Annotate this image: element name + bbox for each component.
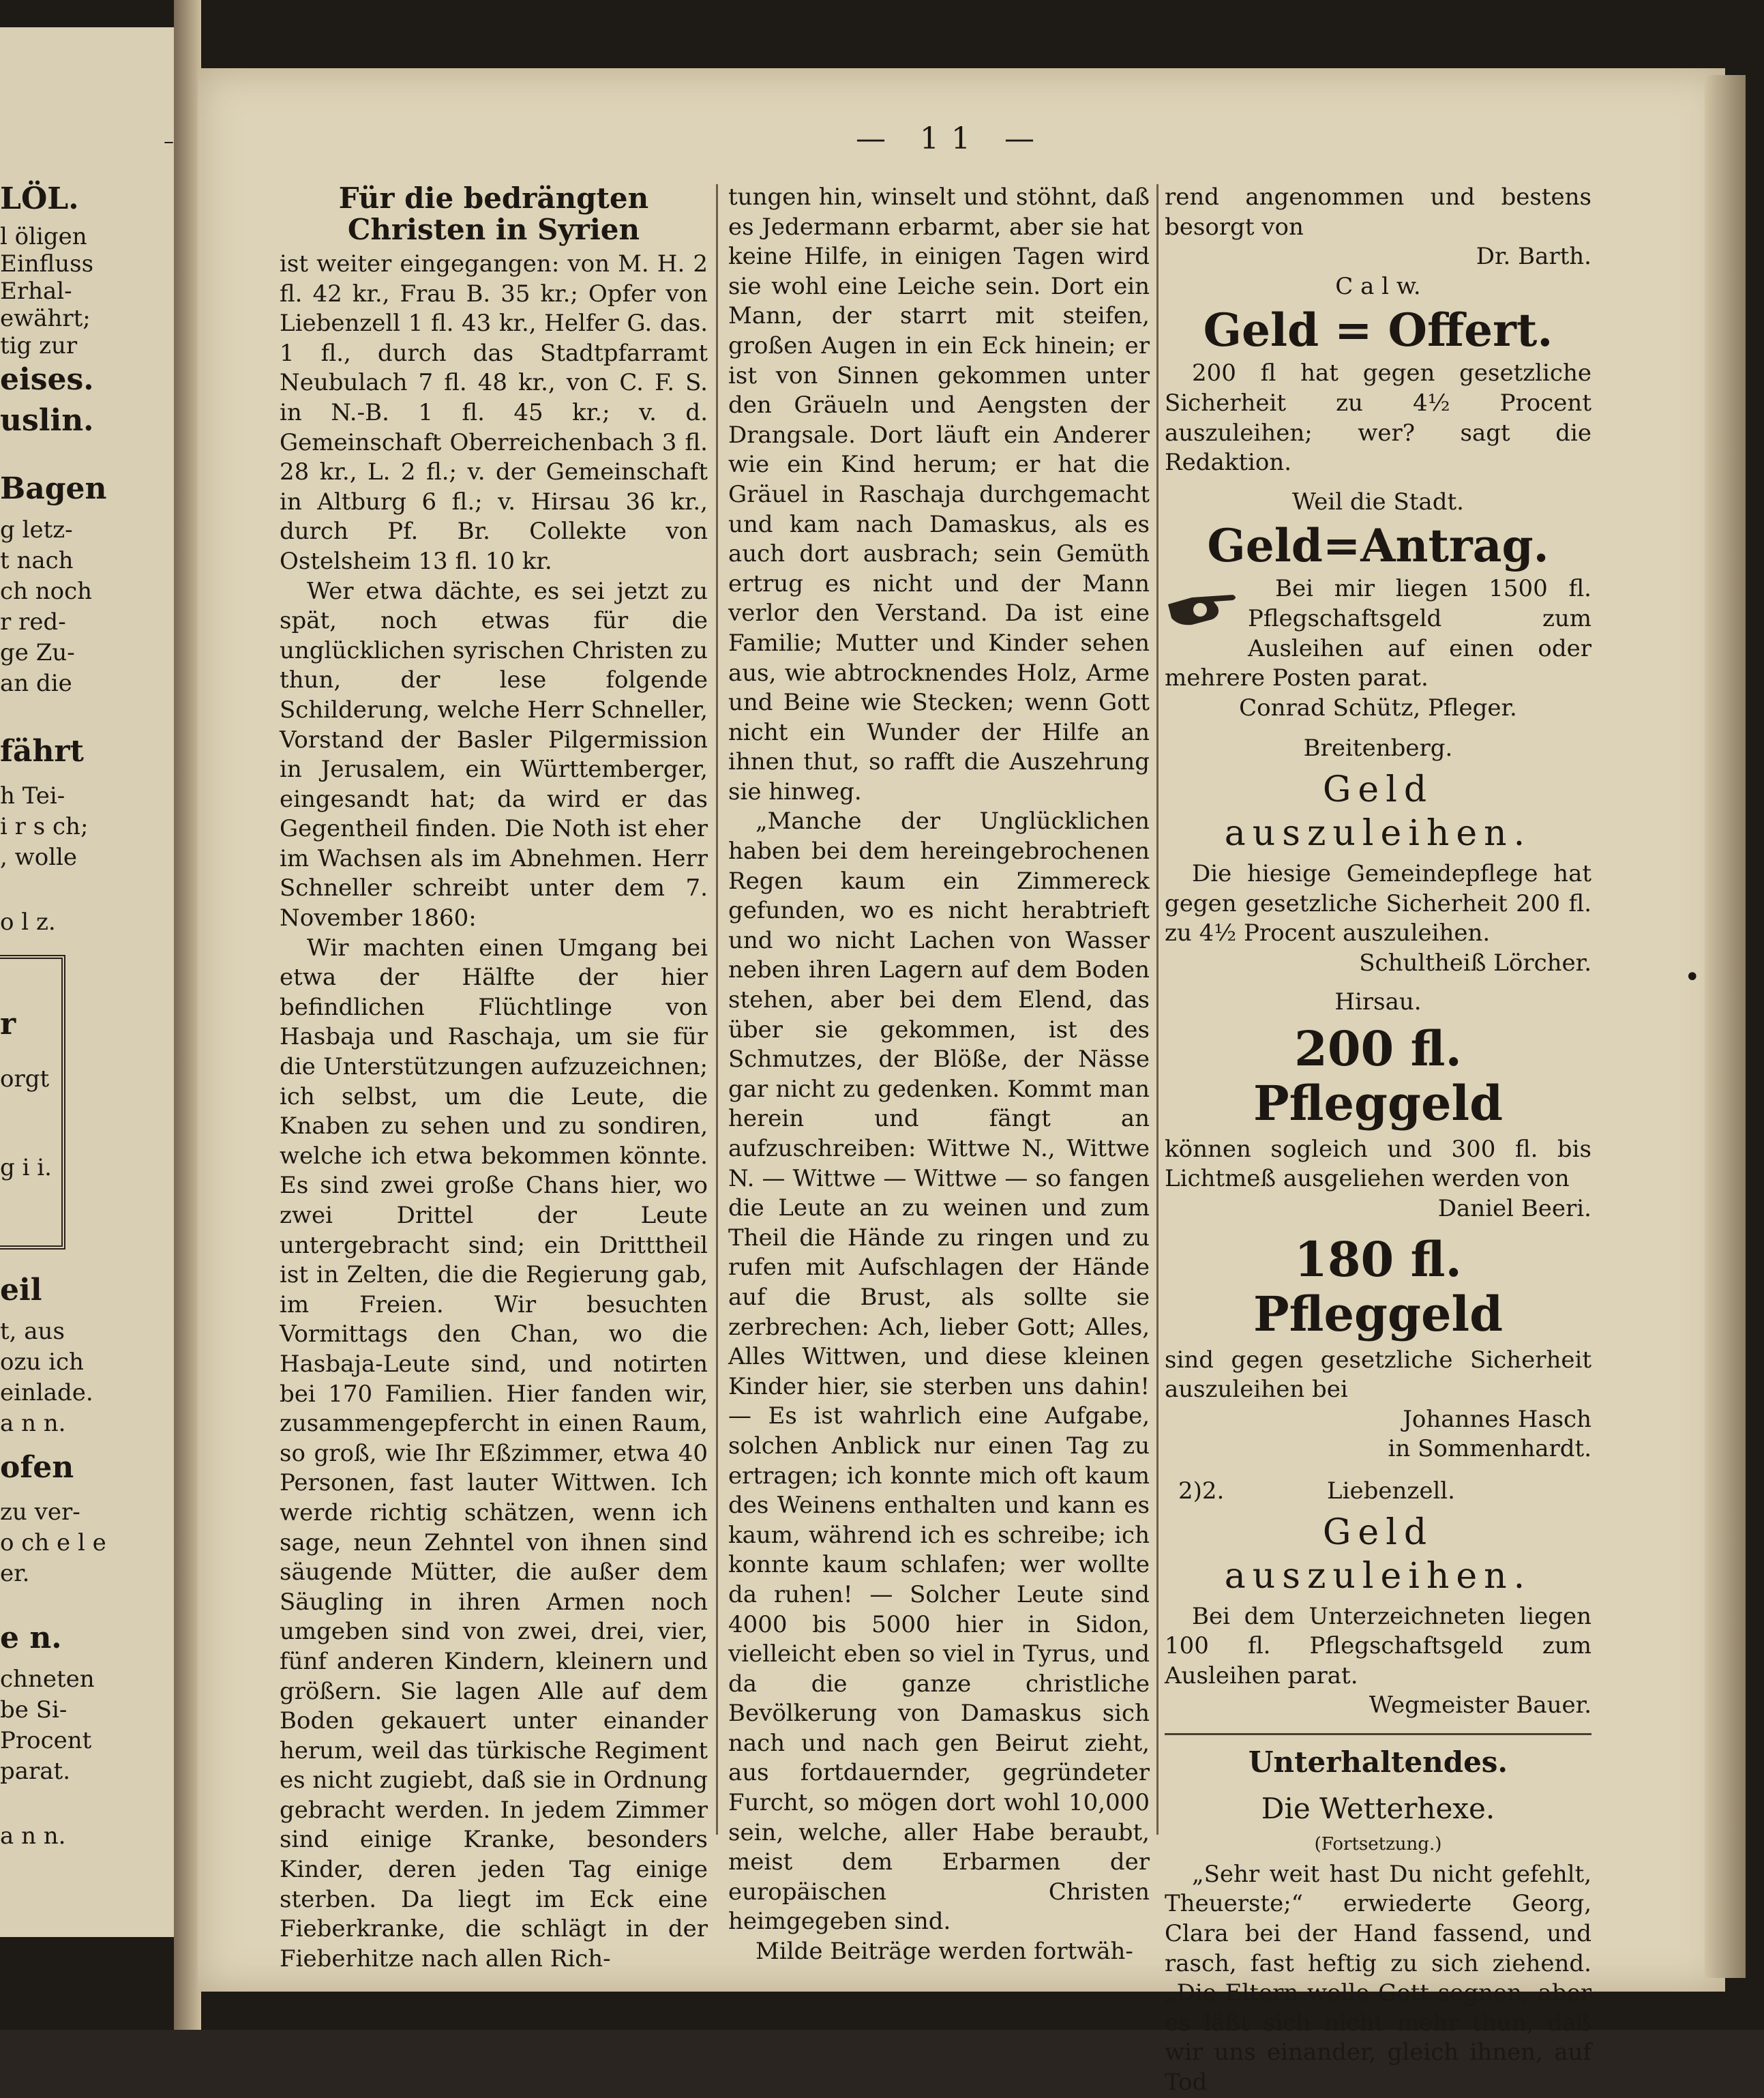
ad-number: 2)2. [1178,1477,1225,1505]
left-fragment-line: t, aus [0,1318,65,1345]
ad-text: Bei dem Unterzeichneten liegen 100 fl. Pflegschaftsgeld zum Ausleihen parat. [1165,1602,1591,1689]
left-fragment-line: h Tei- [0,782,65,810]
ad-title: Geld auszuleihen. [1224,1511,1532,1597]
article-paragraph: rend angenommen und bestens besorgt von [1165,183,1591,241]
signature: Johannes Hasch [1403,1405,1591,1433]
signature: Daniel Beeri. [1437,1195,1591,1223]
section-divider [1165,1733,1591,1735]
left-fragment-line: r red- [0,608,66,636]
signature: in Sommenhardt. [1388,1435,1591,1463]
signature: Conrad Schütz, Pfleger. [1239,694,1517,722]
book-gutter [174,0,201,2030]
left-ornament-border [0,955,65,1250]
article-paragraph: tungen hin, winselt und stöhnt, daß es Jedermann erbarmt, aber sie hat keine Hilfe, in einigen Tagen wird sie wohl eine Leiche sein. Dort ein Mann, der starrt mit steifen, großen Augen in ein Eck hinein; er ist von Sinnen gekommen unter den Gräueln und Aengsten der Drangsale. Dort läuft ein Anderer wie ein Kind herum; er hat die Gräuel in Raschaja durchgemacht und kam nach Damaskus, als es auch dort ausbrach; sein Gemüth ertrug es nicht und der Mann verlor den Verstand. Da ist eine Familie; Mutter und Kinder sehen aus, wie abtrocknendes Holz, Arme und Beine wie Stecken; wenn Gott nicht ein Wunder der Hilfe an ihnen thut, so rafft die Auszehrung sie hinweg. [728,183,1150,806]
left-fragment-line: einlade. [0,1379,93,1406]
article-heading: Für die bedrängten Christen in Syrien [338,181,649,246]
ad-text: können sogleich und 300 fl. bis Lichtmeß ausgeliehen werden von [1165,1135,1591,1193]
left-fragment-line: tig zur [0,332,78,359]
margin-mark: – [164,130,174,153]
signature: Wegmeister Bauer. [1369,1691,1591,1719]
article-paragraph: „Manche der Unglücklichen haben bei dem hereingebrochenen Regen kaum ein Zimmereck gefunden, wo es nicht herabtrieft und wo nicht Lachen von Wasser neben ihren Lagern auf dem Boden stehen, aber bei dem Elend, das über sie gekommen, ist des Schmutzes, der Blöße, der Nässe gar nicht zu gedenken. Kommt man herein und fängt an aufzuschreiben: Wittwe N., Wittwe N. — Wittwe — Wittwe — so fangen die Leute an zu weinen und zum Theil die Hände zu ringen und zu rufen mit Aufschlagen der Hände auf die Brust, als sollte sie zerbrechen: Ach, lieber Gott; Alles, Alles Wittwen, und diese kleinen Kinder hier, sie sterben uns dahin! — Es ist wahrlich eine Aufgabe, solchen Anblick nur einen Tag zu ertragen; ich konnte mich oft kaum des Weinens enthalten und kann es kaum, während ich es schreibe; ich konnte kaum schlafen; wer wollte da ruhen! — Solcher Leute sind 4000 bis 5000 hier in Sidon, vielleicht eben so viel in Tyrus, und da die ganze christliche Bevölkerung von Damaskus sich nach und nach gen Beirut zieht, aus fortdauernder, gegründeter Furcht, so mögen dort wohl 10,000 sein, welche, aller Habe beraubt, meist dem Erbarmen der europäischen Christen heimgegeben sind. [728,808,1150,1936]
margin-dot: • [1684,962,1701,993]
ad-header-row [1165,1477,1591,1507]
ad-title: 180 fl. Pfleggeld [1253,1230,1504,1342]
ad-place: Weil die Stadt. [1292,488,1464,516]
left-fragment-line: an die [0,670,72,697]
left-fragment-line: LÖL. [0,181,79,216]
article-paragraph: ist weiter eingegangen: von M. H. 2 fl. 42 kr., Frau B. 35 kr.; Opfer von Liebenzell 1 fl. 43 kr., Helfer G. das. 1 fl., durch das Stadtpfarramt Neubulach 7 fl. 48 kr., von C. F. S. in N.-B. 1 fl. 45 kr.; v. d. Gemeinschaft Oberreichenbach 3 fl. 28 kr., L. 2 fl.; v. der Gemeinschaft in Altburg 6 fl.; v. Hirsau 36 kr., durch Pf. Br. Collekte von Ostelsheim 13 fl. 10 kr. [280,250,708,575]
article-paragraph: Wir machten einen Umgang bei etwa der Hälfte der hier befindlichen Flüchtlinge von Hasbaja und Raschaja, um sie für die Unterstützungen aufzuzeichnen; ich selbst, um die Leute, die Knaben zu sehen und zu sondiren, welche ich etwa bekommen könnte. Es sind zwei große Chans hier, wo zwei Drittel der Leute untergebracht sind; ein Dritttheil ist in Zelten, die die Regierung gab, im Freien. Wir besuchten Vormittags den Chan, wo die Hasbaja-Leute sind, und notirten bei 170 Familien. Hier fanden wir, zusammengepfercht in einen Raum, so groß, wie Ihr Eßzimmer, etwa 40 Personen, fast lauter Wittwen. Ich werde richtig schätzen, wenn ich sage, neun Zehntel von ihnen sind säugende Mütter, die außer dem Säugling in ihren Armen noch umgeben sind von zwei, drei, vier, fünf anderen Kindern, kleinern und größern. Sie lagen Alle auf dem Boden gekauert unter einander herum, weil das türkische Regiment es nicht zugiebt, daß sie in Ordnung gebracht werden. In jedem Zimmer sind einige Kranke, besonders Kinder, deren jeden Tag einige sterben. Da liegt im Eck eine Fieberkranke, die schlägt in der Fieberhitze nach allen Rich- [280,934,708,1973]
left-fragment-line: parat. [0,1758,71,1785]
left-fragment-line: ofen [0,1450,74,1485]
ad-place: Hirsau. [1334,988,1422,1016]
page-edge [1705,75,1746,1978]
column-rule [1156,184,1158,1835]
page-number: — 11 — [856,121,1047,156]
left-fragment-line: fährt [0,734,84,769]
left-fragment-line: chneten [0,1666,95,1693]
left-fragment-line: o ch e l e [0,1529,106,1556]
ad-title: Geld = Offert. [1203,304,1553,357]
left-fragment-line: Erhal- [0,278,72,305]
ad-place: Liebenzell. [1327,1477,1455,1505]
signature: Dr. Barth. [1476,243,1591,271]
left-fragment-line: ge Zu- [0,639,75,666]
ad-place: Breitenberg. [1303,735,1453,763]
column-3 [1165,183,1591,2098]
column-2 [728,183,1150,1967]
ad-text: Die hiesige Gemeindepflege hat gegen gesetzliche Sicherheit 200 fl. zu 4½ Procent auszuleihen. [1165,859,1591,947]
left-fragment-line: er. [0,1560,30,1587]
ad-title: Geld auszuleihen. [1224,769,1532,854]
left-fragment-line: Bagen [0,471,107,506]
left-fragment-line: o l z. [0,908,56,936]
left-fragment-line: Procent [0,1727,92,1754]
left-fragment-line: orgt [0,1065,50,1093]
left-fragment-line: a n n. [0,1822,66,1850]
left-fragment-line: i r s ch; [0,813,89,840]
left-fragment-line: r [0,1007,16,1041]
left-fragment-line: ewährt; [0,305,91,332]
section-title: Unterhaltendes. [1248,1745,1508,1779]
story-subtitle: (Fortsetzung.) [1314,1834,1442,1855]
ad-text: 200 fl hat gegen gesetzliche Sicherheit zu 4½ Procent auszuleihen; wer? sagt die Redaktion. [1165,359,1591,477]
left-fragment-line: ch noch [0,578,93,605]
article-paragraph: Milde Beiträge werden fortwäh- [756,1938,1133,1966]
story-paragraph: „Sehr weit hast Du nicht gefehlt, Theuerste;“ erwiederte Georg, Clara bei der Hand fassend, und rasch, fast heftig zu sich ziehend. „Die Eltern wolle Gott segnen, aber es läßt sich nicht mehr thun, daß wir uns einander, gleich ihnen, auf Tod [1165,1860,1591,2096]
column-1 [280,183,708,1974]
ad-title: Geld=Antrag. [1207,519,1549,573]
left-fragment-line: zu ver- [0,1498,80,1526]
left-fragment-line: eises. [0,362,94,397]
column-rule [716,184,718,1835]
article-paragraph: Wer etwa dächte, es sei jetzt zu spät, noch etwas für die unglücklichen syrischen Christen zu thun, der lese folgende Schilderung, welche Herr Schneller, Vorstand der Basler Pilgermission in Jerusalem, ein Württemberger, eingesandt hat; da wird er das Gegentheil finden. Die Noth ist eher im Wachsen als im Abnehmen. Herr Schneller schreibt unter dem 7. November 1860: [280,577,708,932]
pointing-hand-icon [1165,577,1240,638]
ad-text: Bei mir liegen 1500 fl. Pflegschaftsgeld zum Ausleihen auf einen oder mehrere Posten parat. [1165,575,1591,692]
left-fragment-line: a n n. [0,1410,66,1437]
ad-title: 200 fl. Pfleggeld [1253,1020,1504,1132]
left-fragment-line: Einfluss [0,250,94,278]
left-fragment-line: , wolle [0,844,78,871]
left-fragment-line: be Si- [0,1696,68,1724]
left-fragment-line: g i i. [0,1154,52,1181]
left-fragment-line: ozu ich [0,1348,84,1376]
left-fragment-line: uslin. [0,403,94,438]
ad-text: sind gegen gesetzliche Sicherheit auszuleihen bei [1165,1346,1591,1404]
left-fragment-line: g letz- [0,516,73,544]
left-fragment-line: l öligen [0,223,87,250]
left-fragment-line: t nach [0,547,74,574]
left-fragment-line: e n. [0,1621,62,1655]
ad-place: C a l w. [1335,272,1421,300]
story-title: Die Wetterhexe. [1261,1791,1495,1825]
signature: Schultheiß Lörcher. [1359,949,1591,977]
left-page-fragment [0,27,177,1937]
left-fragment-line: eil [0,1273,42,1307]
